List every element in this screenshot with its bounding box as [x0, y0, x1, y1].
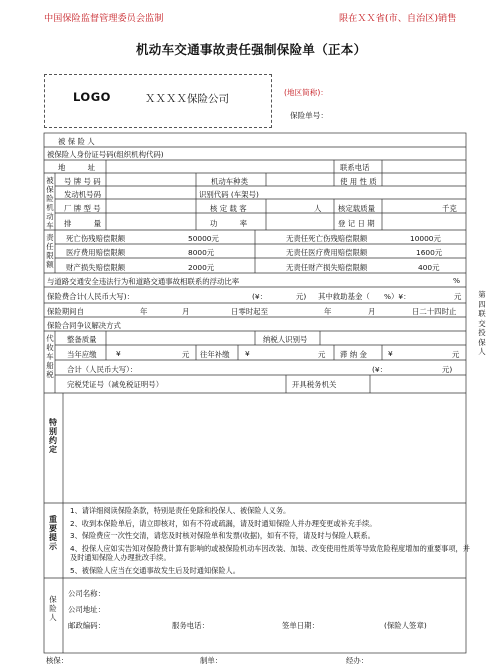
- late-fee-label: 滞 纳 金: [340, 350, 367, 359]
- special-agreement-label: 特别约定: [49, 418, 57, 454]
- period-month2: 月: [368, 307, 376, 316]
- liability-row-value: 2000元: [188, 263, 215, 272]
- phone-label: 联系电话: [340, 163, 370, 172]
- liability-row-value: 50000元: [188, 234, 219, 243]
- rescue-pct: %）¥：: [384, 292, 411, 301]
- insurer-seal-label: (保险人签章): [384, 621, 427, 630]
- tax-office-label: 开具税务机关: [292, 380, 337, 389]
- page-title: 机动车交通事故责任强制保险单（正本）: [136, 42, 367, 57]
- model-label: 厂 牌 型 号: [64, 204, 101, 213]
- tax-section-label: 代收车船税: [46, 334, 54, 379]
- insurer-section-label: 保险人: [49, 595, 57, 622]
- address-label: 地 址: [58, 163, 95, 172]
- taxpayer-id-label: 纳税人识别号: [263, 335, 308, 344]
- tax-cert-label: 完税凭证号（减免税证明号）: [67, 380, 164, 389]
- company-name: ＸＸＸＸ保险公司: [145, 93, 229, 105]
- note-item: 5、被保险人应当在交通事故发生后及时通知保险人。: [70, 565, 240, 575]
- policy-no-label: 保险单号：: [290, 111, 328, 120]
- supervisor-label: 中国保险监督管理委员会监制: [44, 13, 164, 24]
- plate-label: 号 牌 号 码: [64, 177, 101, 186]
- copy-side-label: 第四联 交投保人: [478, 290, 486, 356]
- tonnage-label: 核定载质量: [338, 204, 375, 213]
- company-address-label: 公司地址：: [68, 605, 105, 614]
- insured-id-label: 被保险人身份证号码(组织机构代码): [47, 150, 164, 159]
- note-item: 3、保险费应一次性交清，请您及时核对保险单和发票(收据)，如有不符，请及时与保险人联系。: [70, 531, 375, 541]
- tax-total-yuan: 元): [442, 365, 453, 374]
- region-label: (地区简称)：: [284, 88, 328, 97]
- logo: LOGO: [73, 90, 111, 104]
- engine-label: 发动机号码: [64, 190, 101, 199]
- company-name-label: 公司名称：: [68, 589, 105, 598]
- important-notes: [70, 505, 470, 577]
- handler-label: 经办：: [346, 656, 369, 665]
- liability-row-label: 医疗费用赔偿限额: [66, 248, 126, 257]
- note-item: 2、收到本保险单后，请立即核对，如有不符或疏漏，请及时通知保险人并办理变更或补充手续。: [70, 518, 377, 528]
- liability-row-label2: 无责任死亡伤残赔偿限额: [286, 234, 368, 243]
- rescue-fund-label: 其中救助基金（: [318, 292, 370, 301]
- liability-row-label2: 无责任医疗费用赔偿限额: [286, 248, 368, 257]
- past-tax-yuan: 元: [318, 350, 326, 359]
- important-label: 重要提示: [49, 515, 57, 551]
- current-tax-yen: ¥: [116, 349, 121, 358]
- liability-row-label: 财产损失赔偿限额: [66, 263, 126, 272]
- premium-yuan-close: 元): [296, 292, 307, 301]
- late-fee-yuan: 元: [452, 350, 460, 359]
- premium-yen: (¥：: [252, 292, 267, 301]
- liability-section-label: 责任限额: [46, 233, 54, 269]
- note-item: 4、投保人应如实告知对保险费计算有影响的或被保险机动车因改装、加装、改变使用性质等导致危险程度增加的重要事项，并及时通知保险人办理批改手续。: [70, 543, 470, 563]
- tax-total-yen: (¥：: [372, 365, 387, 374]
- review-label: 核保：: [46, 656, 69, 665]
- current-tax-label: 当年应缴: [67, 350, 97, 359]
- displacement-label: 排 量: [64, 219, 101, 228]
- dispute-label: 保险合同争议解决方式: [47, 321, 121, 330]
- usage-label: 使 用 性 质: [340, 177, 377, 186]
- postcode-label: 邮政编码：: [68, 621, 105, 630]
- liability-row-value2: 400元: [418, 263, 440, 272]
- current-tax-yuan: 元: [182, 350, 190, 359]
- reg-date-label: 登 记 日 期: [338, 219, 375, 228]
- insured-name-label: 被 保 险 人: [58, 137, 95, 146]
- power-label: 功 率: [210, 219, 247, 228]
- vehicle-section-label: 被保险机动车: [46, 176, 54, 230]
- float-ratio-label: 与道路交通安全违法行为和道路交通事故相联系的浮动比率: [47, 277, 240, 286]
- period-year: 年: [140, 307, 148, 316]
- premium-label: 保险费合计(人民币大写)：: [47, 292, 135, 301]
- late-fee-yen: ¥: [388, 349, 393, 358]
- period-day-zero: 日零时起至: [231, 307, 268, 316]
- liability-row-label: 死亡伤残赔偿限额: [66, 234, 126, 243]
- seats-unit: 人: [314, 204, 322, 213]
- period-month: 月: [182, 307, 190, 316]
- past-tax-yen: ¥: [245, 349, 250, 358]
- period-label: 保险期间自: [47, 307, 84, 316]
- liability-row-value2: 1600元: [416, 248, 443, 257]
- period-day24: 日二十四时止: [412, 307, 457, 316]
- vehicle-type-label: 机动车种类: [211, 177, 248, 186]
- prepare-label: 制单：: [200, 656, 223, 665]
- seats-label: 核 定 载 客: [210, 204, 247, 213]
- sale-limit-label: 限在ＸＸ省(市、自治区)销售: [339, 13, 457, 24]
- service-phone-label: 服务电话：: [172, 621, 209, 630]
- liability-row-label2: 无责任财产损失赔偿限额: [286, 263, 368, 272]
- sign-date-label: 签单日期：: [282, 621, 319, 630]
- float-ratio-unit: %: [453, 276, 461, 285]
- tax-base-label: 整备质量: [67, 335, 97, 344]
- period-year2: 年: [324, 307, 332, 316]
- vin-label: 识别代码 (车架号): [199, 190, 259, 199]
- note-item: 1、请详细阅读保险条款，特别是责任免除和投保人、被保险人义务。: [70, 506, 291, 515]
- past-tax-label: 往年补缴: [200, 350, 230, 359]
- premium-yuan: 元: [454, 292, 462, 301]
- liability-row-value2: 10000元: [410, 234, 441, 243]
- tax-total-label: 合计（人民币大写）：: [67, 365, 138, 374]
- tonnage-unit: 千克: [442, 204, 457, 213]
- liability-row-value: 8000元: [188, 248, 215, 257]
